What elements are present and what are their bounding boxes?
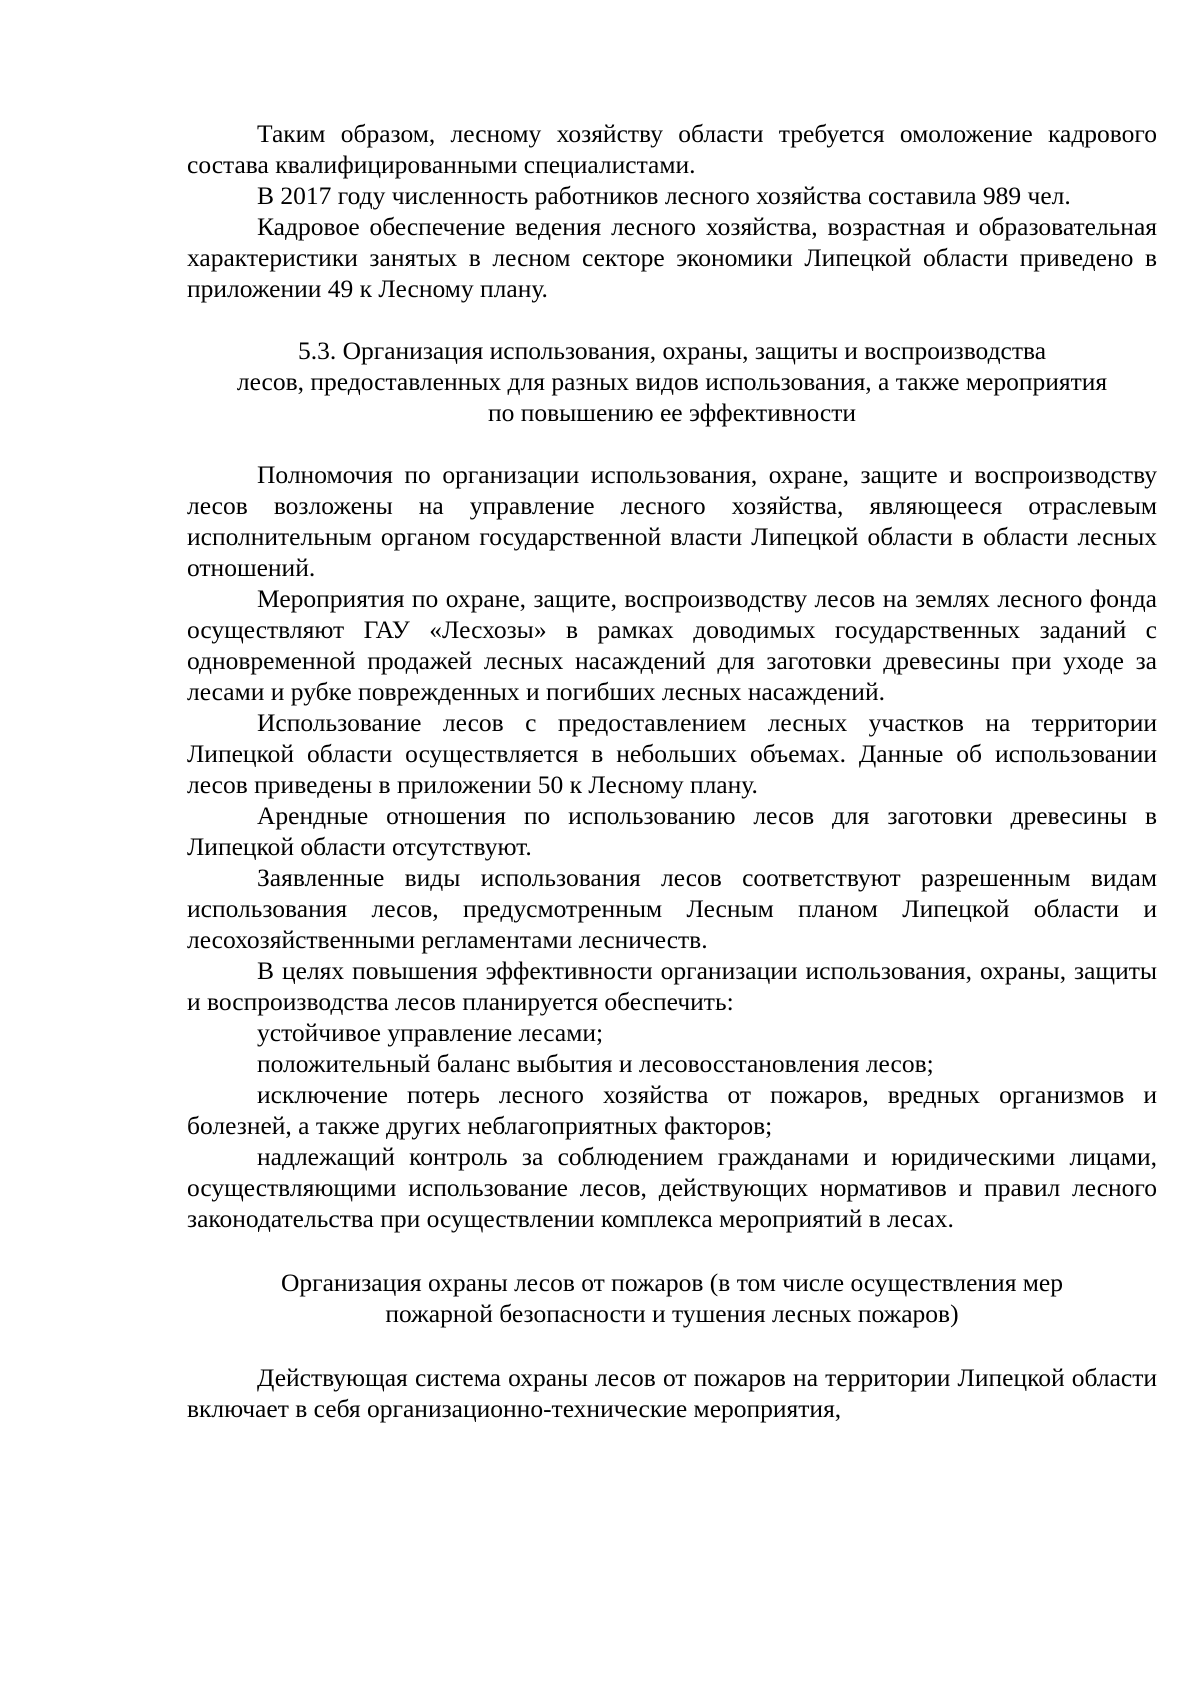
spacer (187, 1329, 1157, 1362)
section-heading (187, 335, 1157, 428)
spacer (187, 428, 1157, 459)
paragraph: Таким образом, лесному хозяйству области требуется омоложение кадрового состава квалифицированными специалистами. (187, 119, 1157, 179)
document-body (187, 118, 1157, 1424)
paragraph: Заявленные виды использования лесов соответствуют разрешенным видам использования лесов, предусмотренным Лесным планом Липецкой области и лесохозяйственными регламентами лесничеств. (187, 863, 1157, 954)
subsection-heading-line: Организация охраны лесов от пожаров (в том числе осуществления мер (280, 1268, 1064, 1297)
section-heading-line: 5.3. Организация использования, охраны, защиты и воспроизводства (297, 336, 1047, 365)
list-item: исключение потерь лесного хозяйства от пожаров, вредных организмов и болезней, а также других неблагоприятных факторов; (187, 1080, 1157, 1140)
paragraph: Арендные отношения по использованию лесов для заготовки древесины в Липецкой области отсутствуют. (187, 801, 1157, 861)
paragraph: В 2017 году численность работников лесного хозяйства составила 989 чел. (257, 181, 1071, 210)
list-item: устойчивое управление лесами; (257, 1018, 604, 1047)
paragraph: Мероприятия по охране, защите, воспроизводству лесов на землях лесного фонда осуществляют ГАУ «Лесхозы» в рамках доводимых государственных заданий с одновременной продажей лесных насаждений для заготовки древесины при уходе за лесами и рубке поврежденных и погибших лесных насаждений. (187, 584, 1157, 706)
spacer (187, 1234, 1157, 1267)
paragraph: Использование лесов с предоставлением лесных участков на территории Липецкой области осуществляется в небольших объемах. Данные об использовании лесов приведены в приложении 50 к Лесному плану. (187, 708, 1157, 799)
list-item: надлежащий контроль за соблюдением гражданами и юридическими лицами, осуществляющими использование лесов, действующих нормативов и правил лесного законодательства при осуществлении комплекса мероприятий в лесах. (187, 1142, 1157, 1233)
paragraph: В целях повышения эффективности организации использования, охраны, защиты и воспроизводства лесов планируется обеспечить: (187, 956, 1157, 1016)
section-heading-line: лесов, предоставленных для разных видов использования, а также мероприятия (236, 367, 1108, 396)
list-item: положительный баланс выбытия и лесовосстановления лесов; (257, 1049, 934, 1078)
paragraph: Действующая система охраны лесов от пожаров на территории Липецкой области включает в себя организационно-технические мероприятия, (187, 1363, 1157, 1423)
subsection-heading-line: пожарной безопасности и тушения лесных пожаров) (385, 1299, 959, 1328)
subsection-heading (187, 1267, 1157, 1329)
paragraph: Кадровое обеспечение ведения лесного хозяйства, возрастная и образовательная характеристики занятых в лесном секторе экономики Липецкой области приведено в приложении 49 к Лесному плану. (187, 212, 1157, 303)
spacer (187, 304, 1157, 335)
paragraph: Полномочия по организации использования, охране, защите и воспроизводству лесов возложены на управление лесного хозяйства, являющееся отраслевым исполнительным органом государственной власти Липецкой области в области лесных отношений. (187, 460, 1157, 582)
section-heading-line: по повышению ее эффективности (487, 398, 857, 427)
